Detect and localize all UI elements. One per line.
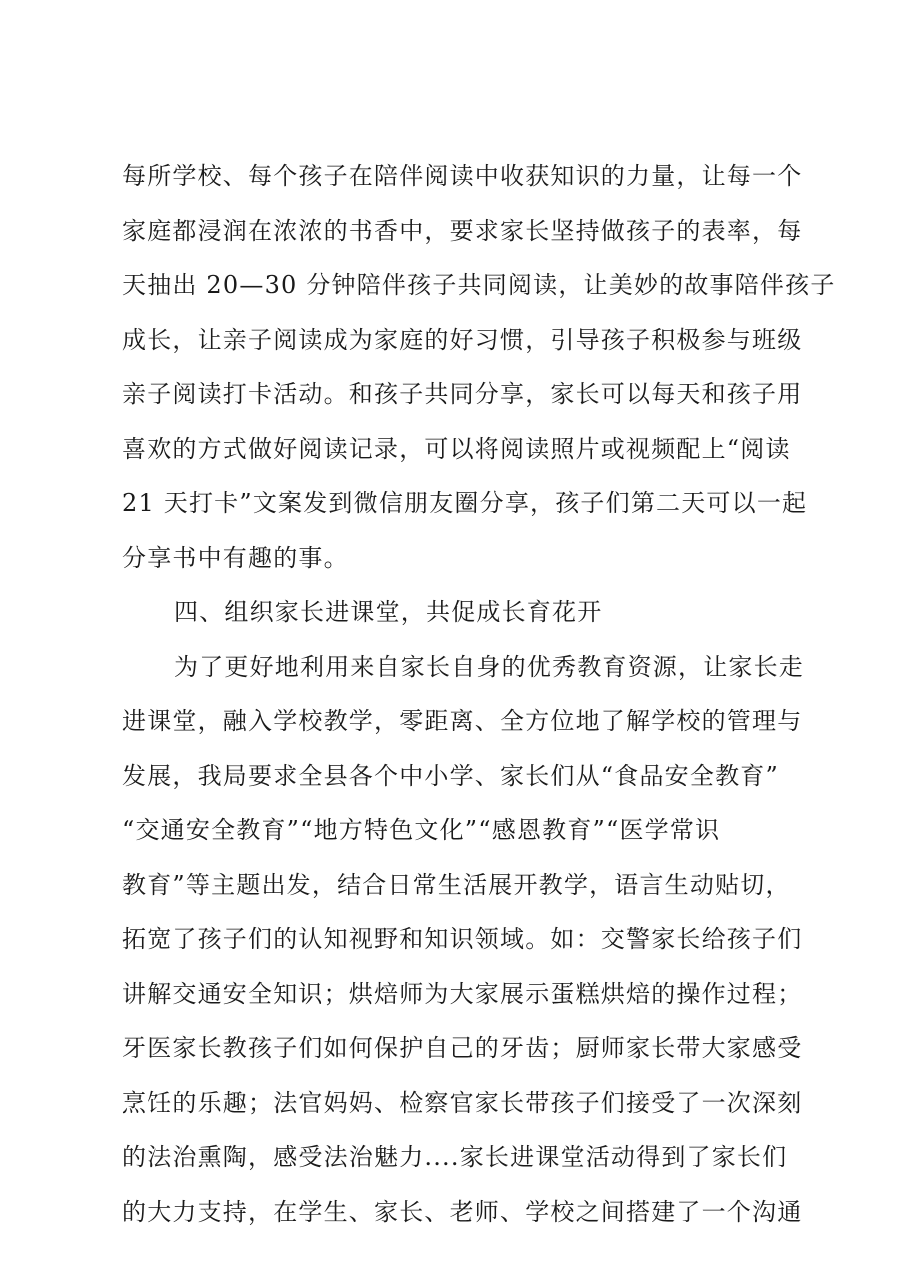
text-line: 发展，我局要求全县各个中小学、家长们从“食品安全教育” [122,761,779,790]
text-line: 的法治熏陶，感受法治魅力....家长进课堂活动得到了家长们 [122,1143,788,1171]
text-line: 喜欢的方式做好阅读记录，可以将阅读照片或视频配上“阅读 [122,434,791,463]
text-line: 21 天打卡”文案发到微信朋友圈分享，孩子们第二天可以一起 [122,489,808,517]
text-line: 拓宽了孩子们的认知视野和知识领域。如：交警家长给孩子们 [122,925,803,953]
text-line: 家庭都浸润在浓浓的书香中，要求家长坚持做孩子的表率，每 [122,216,803,245]
text-line: 成长，让亲子阅读成为家庭的好习惯，引导孩子积极参与班级 [122,325,803,354]
text-line: 每所学校、每个孩子在陪伴阅读中收获知识的力量，让每一个 [122,162,803,190]
text-line: 亲子阅读打卡活动。和孩子共同分享，家长可以每天和孩子用 [122,380,803,408]
text-line: 分享书中有趣的事。 [122,543,349,572]
text-line: 天抽出 20—30 分钟陪伴孩子共同阅读，让美妙的故事陪伴孩子 [122,271,836,299]
text-line: 的大力支持，在学生、家长、老师、学校之间搭建了一个沟通 [122,1197,803,1226]
text-line: 教育”等主题出发，结合日常生活展开教学，语言生动贴切， [122,870,791,899]
text-line: 进课堂，融入学校教学，零距离、全方位地了解学校的管理与 [122,707,803,735]
body-text [122,158,836,1248]
text-line: 烹饪的乐趣；法官妈妈、检察官家长带孩子们接受了一次深刻 [122,1088,803,1117]
section-heading: 四、组织家长进课堂，共促成长育花开 [174,598,603,626]
text-line: “交通安全教育”“地方特色文化”“感恩教育”“医学常识 [122,816,721,844]
text-line: 牙医家长教孩子们如何保护自己的牙齿；厨师家长带大家感受 [122,1034,803,1062]
text-line: 讲解交通安全知识；烘焙师为大家展示蛋糕烘焙的操作过程； [122,979,803,1008]
text-line: 为了更好地利用来自家长自身的优秀教育资源，让家长走 [174,652,804,681]
